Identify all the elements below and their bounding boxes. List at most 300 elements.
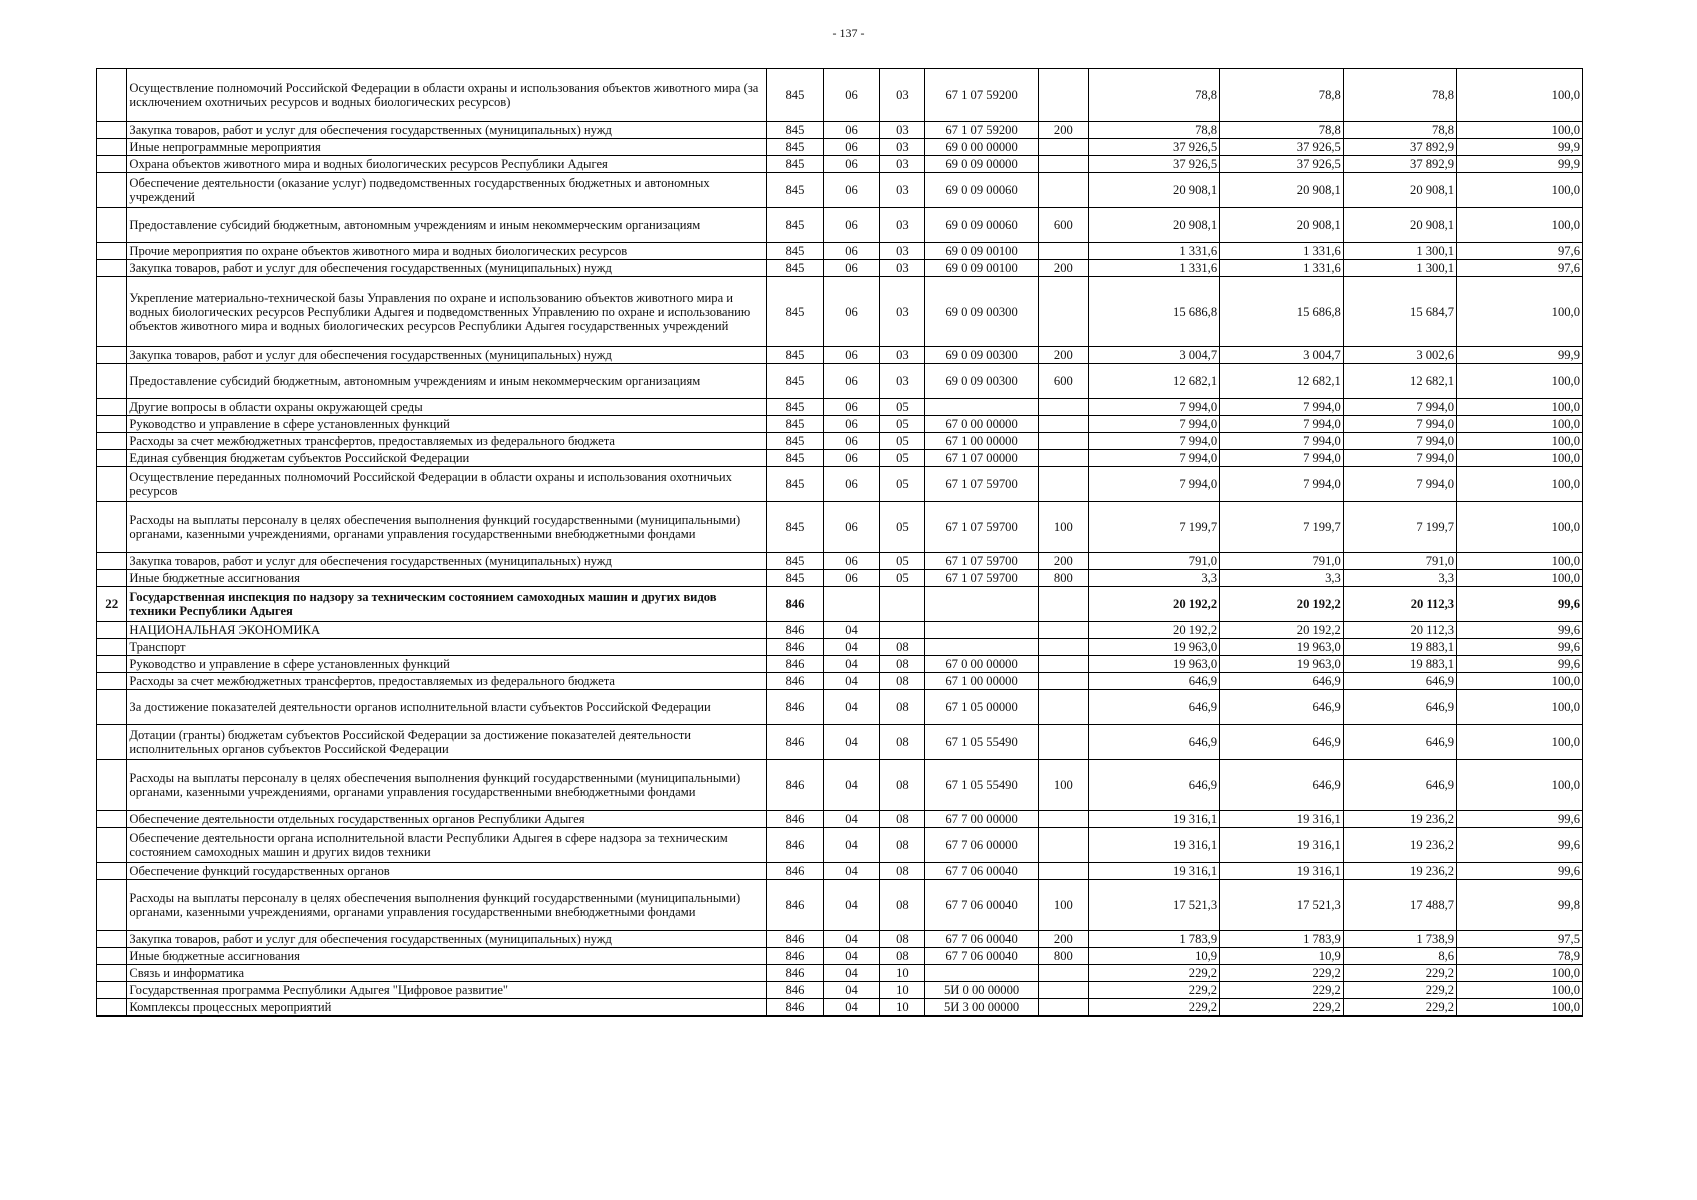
row-approved-value: 20 192,2 (1089, 587, 1220, 622)
row-execution-percent: 100,0 (1457, 999, 1583, 1017)
row-name: Закупка товаров, работ и услуг для обеспечения государственных (муниципальных) нужд (127, 553, 767, 570)
row-expense-type-code (1038, 725, 1088, 760)
row-planned-value: 20 908,1 (1220, 173, 1344, 208)
row-subsection-code: 08 (880, 673, 925, 690)
row-subsection-code: 03 (880, 277, 925, 347)
row-approved-value: 10,9 (1089, 948, 1220, 965)
row-subsection-code: 05 (880, 399, 925, 416)
row-executed-value: 229,2 (1343, 999, 1456, 1017)
row-target-article-code: 67 7 06 00040 (925, 863, 1038, 880)
row-ved-code: 845 (767, 553, 824, 570)
row-number (97, 931, 127, 948)
row-ved-code: 846 (767, 880, 824, 931)
row-planned-value: 7 994,0 (1220, 433, 1344, 450)
table-row (97, 260, 1583, 277)
table-row (97, 502, 1583, 553)
table-row (97, 639, 1583, 656)
row-section-code: 06 (823, 467, 880, 502)
row-name: Расходы на выплаты персоналу в целях обеспечения выполнения функций государственными (муниципальными) органами, казенными учреждениями, органами управления государственными внебюджетными фондами (127, 760, 767, 811)
row-number (97, 948, 127, 965)
row-executed-value: 8,6 (1343, 948, 1456, 965)
row-execution-percent: 100,0 (1457, 173, 1583, 208)
table-row (97, 622, 1583, 639)
row-approved-value: 19 316,1 (1089, 811, 1220, 828)
row-planned-value: 78,8 (1220, 122, 1344, 139)
row-number (97, 69, 127, 122)
row-number (97, 173, 127, 208)
row-number (97, 811, 127, 828)
row-execution-percent: 100,0 (1457, 399, 1583, 416)
row-subsection-code: 05 (880, 502, 925, 553)
row-subsection-code: 08 (880, 880, 925, 931)
row-subsection-code: 03 (880, 139, 925, 156)
row-expense-type-code: 200 (1038, 260, 1088, 277)
row-ved-code: 845 (767, 416, 824, 433)
row-target-article-code: 67 1 07 59700 (925, 502, 1038, 553)
row-section-code: 06 (823, 173, 880, 208)
row-ved-code: 845 (767, 139, 824, 156)
table-row (97, 364, 1583, 399)
budget-table (96, 68, 1583, 1017)
row-section-code: 06 (823, 139, 880, 156)
table-row (97, 587, 1583, 622)
table-row (97, 416, 1583, 433)
row-name: Транспорт (127, 639, 767, 656)
row-planned-value: 1 783,9 (1220, 931, 1344, 948)
row-section-code: 06 (823, 433, 880, 450)
row-section-code: 06 (823, 416, 880, 433)
row-name: Иные бюджетные ассигнования (127, 948, 767, 965)
row-planned-value: 1 331,6 (1220, 243, 1344, 260)
table-row (97, 399, 1583, 416)
row-expense-type-code: 600 (1038, 208, 1088, 243)
row-section-code: 04 (823, 828, 880, 863)
row-planned-value: 646,9 (1220, 760, 1344, 811)
row-target-article-code: 5И 0 00 00000 (925, 982, 1038, 999)
row-planned-value: 7 994,0 (1220, 416, 1344, 433)
row-name: Закупка товаров, работ и услуг для обеспечения государственных (муниципальных) нужд (127, 347, 767, 364)
row-section-code: 04 (823, 639, 880, 656)
row-ved-code: 845 (767, 69, 824, 122)
row-name: Прочие мероприятия по охране объектов животного мира и водных биологических ресурсов (127, 243, 767, 260)
row-expense-type-code (1038, 673, 1088, 690)
row-ved-code: 845 (767, 208, 824, 243)
row-ved-code: 846 (767, 760, 824, 811)
row-planned-value: 17 521,3 (1220, 880, 1344, 931)
table-row (97, 725, 1583, 760)
table-row (97, 433, 1583, 450)
row-execution-percent: 100,0 (1457, 502, 1583, 553)
row-name: Осуществление переданных полномочий Российской Федерации в области охраны и использования охотничьих ресурсов (127, 467, 767, 502)
row-execution-percent: 100,0 (1457, 277, 1583, 347)
row-ved-code: 845 (767, 450, 824, 467)
row-section-code: 04 (823, 931, 880, 948)
row-approved-value: 1 331,6 (1089, 243, 1220, 260)
row-execution-percent: 99,9 (1457, 347, 1583, 364)
table-row (97, 208, 1583, 243)
row-number (97, 965, 127, 982)
table-row (97, 347, 1583, 364)
row-executed-value: 7 199,7 (1343, 502, 1456, 553)
row-approved-value: 19 963,0 (1089, 656, 1220, 673)
row-target-article-code: 69 0 09 00100 (925, 243, 1038, 260)
row-number (97, 433, 127, 450)
row-number (97, 570, 127, 587)
row-subsection-code: 05 (880, 433, 925, 450)
row-expense-type-code: 200 (1038, 553, 1088, 570)
row-name: Предоставление субсидий бюджетным, автономным учреждениям и иным некоммерческим организациям (127, 208, 767, 243)
row-name: НАЦИОНАЛЬНАЯ ЭКОНОМИКА (127, 622, 767, 639)
row-planned-value: 37 926,5 (1220, 139, 1344, 156)
row-number (97, 725, 127, 760)
row-expense-type-code (1038, 811, 1088, 828)
row-expense-type-code (1038, 399, 1088, 416)
row-name: Государственная инспекция по надзору за техническим состоянием самоходных машин и других видов техники Республики Адыгея (127, 587, 767, 622)
row-number: 22 (97, 587, 127, 622)
row-executed-value: 20 112,3 (1343, 622, 1456, 639)
row-ved-code: 845 (767, 156, 824, 173)
row-ved-code: 846 (767, 656, 824, 673)
row-planned-value: 3,3 (1220, 570, 1344, 587)
row-subsection-code: 08 (880, 811, 925, 828)
table-row (97, 673, 1583, 690)
row-name: За достижение показателей деятельности органов исполнительной власти субъектов Российской Федерации (127, 690, 767, 725)
row-subsection-code: 03 (880, 364, 925, 399)
row-execution-percent: 78,9 (1457, 948, 1583, 965)
row-execution-percent: 100,0 (1457, 364, 1583, 399)
row-execution-percent: 100,0 (1457, 553, 1583, 570)
row-execution-percent: 99,6 (1457, 863, 1583, 880)
row-target-article-code: 67 1 05 55490 (925, 725, 1038, 760)
row-executed-value: 7 994,0 (1343, 433, 1456, 450)
row-planned-value: 20 192,2 (1220, 622, 1344, 639)
row-subsection-code: 05 (880, 570, 925, 587)
row-number (97, 690, 127, 725)
row-execution-percent: 99,9 (1457, 139, 1583, 156)
row-subsection-code: 03 (880, 260, 925, 277)
table-row (97, 982, 1583, 999)
row-number (97, 122, 127, 139)
row-target-article-code: 67 1 07 59200 (925, 122, 1038, 139)
row-executed-value: 78,8 (1343, 122, 1456, 139)
row-section-code: 04 (823, 982, 880, 999)
row-subsection-code (880, 622, 925, 639)
row-name: Государственная программа Республики Адыгея "Цифровое развитие" (127, 982, 767, 999)
row-approved-value: 7 994,0 (1089, 450, 1220, 467)
row-execution-percent: 99,6 (1457, 639, 1583, 656)
row-ved-code: 846 (767, 828, 824, 863)
row-name: Расходы на выплаты персоналу в целях обеспечения выполнения функций государственными (муниципальными) органами, казенными учреждениями, органами управления государственными внебюджетными фондами (127, 502, 767, 553)
row-expense-type-code (1038, 587, 1088, 622)
row-name: Единая субвенция бюджетам субъектов Российской Федерации (127, 450, 767, 467)
row-execution-percent: 97,6 (1457, 243, 1583, 260)
row-ved-code: 845 (767, 122, 824, 139)
row-expense-type-code (1038, 277, 1088, 347)
row-name: Обеспечение деятельности отдельных государственных органов Республики Адыгея (127, 811, 767, 828)
row-expense-type-code (1038, 622, 1088, 639)
row-name: Обеспечение деятельности органа исполнительной власти Республики Адыгея в сфере надзора за техническим состоянием самоходных машин и других видов техники (127, 828, 767, 863)
row-approved-value: 229,2 (1089, 965, 1220, 982)
row-section-code: 04 (823, 880, 880, 931)
row-expense-type-code (1038, 965, 1088, 982)
row-executed-value: 7 994,0 (1343, 450, 1456, 467)
table-row (97, 173, 1583, 208)
row-ved-code: 846 (767, 999, 824, 1017)
row-number (97, 622, 127, 639)
row-approved-value: 37 926,5 (1089, 139, 1220, 156)
table-row (97, 760, 1583, 811)
row-section-code: 06 (823, 156, 880, 173)
row-expense-type-code (1038, 863, 1088, 880)
row-expense-type-code (1038, 243, 1088, 260)
row-planned-value: 19 963,0 (1220, 639, 1344, 656)
row-planned-value: 7 199,7 (1220, 502, 1344, 553)
row-section-code: 06 (823, 570, 880, 587)
row-approved-value: 3,3 (1089, 570, 1220, 587)
table-row (97, 570, 1583, 587)
row-execution-percent: 100,0 (1457, 690, 1583, 725)
row-approved-value: 7 994,0 (1089, 399, 1220, 416)
row-planned-value: 646,9 (1220, 725, 1344, 760)
row-executed-value: 646,9 (1343, 760, 1456, 811)
row-expense-type-code (1038, 690, 1088, 725)
row-planned-value: 20 192,2 (1220, 587, 1344, 622)
row-expense-type-code (1038, 982, 1088, 999)
row-target-article-code: 69 0 09 00300 (925, 364, 1038, 399)
table-row (97, 880, 1583, 931)
row-subsection-code: 08 (880, 828, 925, 863)
row-subsection-code: 08 (880, 863, 925, 880)
row-approved-value: 19 316,1 (1089, 863, 1220, 880)
row-number (97, 399, 127, 416)
row-expense-type-code (1038, 656, 1088, 673)
row-target-article-code: 5И 3 00 00000 (925, 999, 1038, 1017)
row-name: Иные бюджетные ассигнования (127, 570, 767, 587)
row-section-code: 06 (823, 69, 880, 122)
row-number (97, 863, 127, 880)
row-execution-percent: 97,5 (1457, 931, 1583, 948)
row-executed-value: 646,9 (1343, 725, 1456, 760)
table-row (97, 69, 1583, 122)
row-section-code: 06 (823, 553, 880, 570)
row-approved-value: 646,9 (1089, 673, 1220, 690)
row-target-article-code: 67 7 06 00040 (925, 948, 1038, 965)
row-ved-code: 846 (767, 982, 824, 999)
row-number (97, 639, 127, 656)
row-name: Закупка товаров, работ и услуг для обеспечения государственных (муниципальных) нужд (127, 260, 767, 277)
row-approved-value: 12 682,1 (1089, 364, 1220, 399)
row-planned-value: 19 963,0 (1220, 656, 1344, 673)
row-expense-type-code: 800 (1038, 570, 1088, 587)
row-planned-value: 7 994,0 (1220, 467, 1344, 502)
row-target-article-code: 67 7 06 00000 (925, 828, 1038, 863)
row-executed-value: 3 002,6 (1343, 347, 1456, 364)
row-execution-percent: 100,0 (1457, 69, 1583, 122)
row-expense-type-code (1038, 433, 1088, 450)
row-execution-percent: 100,0 (1457, 673, 1583, 690)
row-target-article-code: 69 0 09 00100 (925, 260, 1038, 277)
row-name: Осуществление полномочий Российской Федерации в области охраны и использования объектов животного мира (за исключением охотничьих ресурсов и водных биологических ресурсов) (127, 69, 767, 122)
row-approved-value: 7 994,0 (1089, 467, 1220, 502)
row-name: Охрана объектов животного мира и водных биологических ресурсов Республики Адыгея (127, 156, 767, 173)
row-target-article-code (925, 639, 1038, 656)
row-approved-value: 20 908,1 (1089, 173, 1220, 208)
row-approved-value: 19 963,0 (1089, 639, 1220, 656)
row-ved-code: 846 (767, 690, 824, 725)
row-target-article-code: 69 0 09 00300 (925, 277, 1038, 347)
row-subsection-code: 03 (880, 173, 925, 208)
row-target-article-code (925, 965, 1038, 982)
row-name: Дотации (гранты) бюджетам субъектов Российской Федерации за достижение показателей деятельности исполнительных органов субъектов Российской Федерации (127, 725, 767, 760)
row-planned-value: 646,9 (1220, 673, 1344, 690)
row-subsection-code: 08 (880, 760, 925, 811)
row-subsection-code: 03 (880, 243, 925, 260)
row-approved-value: 17 521,3 (1089, 880, 1220, 931)
row-ved-code: 845 (767, 502, 824, 553)
row-executed-value: 1 738,9 (1343, 931, 1456, 948)
row-ved-code: 845 (767, 399, 824, 416)
row-number (97, 364, 127, 399)
row-execution-percent: 99,6 (1457, 622, 1583, 639)
row-ved-code: 845 (767, 277, 824, 347)
row-number (97, 260, 127, 277)
row-section-code: 04 (823, 999, 880, 1017)
row-ved-code: 845 (767, 347, 824, 364)
row-number (97, 999, 127, 1017)
row-planned-value: 1 331,6 (1220, 260, 1344, 277)
row-expense-type-code (1038, 450, 1088, 467)
row-section-code: 04 (823, 965, 880, 982)
row-ved-code: 845 (767, 467, 824, 502)
row-executed-value: 229,2 (1343, 982, 1456, 999)
row-ved-code: 846 (767, 863, 824, 880)
row-subsection-code: 05 (880, 416, 925, 433)
row-planned-value: 19 316,1 (1220, 828, 1344, 863)
row-subsection-code: 03 (880, 69, 925, 122)
row-ved-code: 846 (767, 725, 824, 760)
row-execution-percent: 100,0 (1457, 982, 1583, 999)
row-subsection-code: 08 (880, 931, 925, 948)
row-planned-value: 229,2 (1220, 965, 1344, 982)
row-planned-value: 229,2 (1220, 999, 1344, 1017)
row-name: Расходы на выплаты персоналу в целях обеспечения выполнения функций государственными (муниципальными) органами, казенными учреждениями, органами управления государственными внебюджетными фондами (127, 880, 767, 931)
row-target-article-code: 67 1 05 00000 (925, 690, 1038, 725)
row-executed-value: 791,0 (1343, 553, 1456, 570)
row-target-article-code: 67 1 07 59700 (925, 553, 1038, 570)
row-target-article-code: 67 1 07 59700 (925, 570, 1038, 587)
row-planned-value: 229,2 (1220, 982, 1344, 999)
row-ved-code: 846 (767, 673, 824, 690)
row-approved-value: 791,0 (1089, 553, 1220, 570)
row-executed-value: 19 883,1 (1343, 656, 1456, 673)
row-target-article-code: 69 0 00 00000 (925, 139, 1038, 156)
row-executed-value: 3,3 (1343, 570, 1456, 587)
row-execution-percent: 100,0 (1457, 760, 1583, 811)
row-target-article-code (925, 587, 1038, 622)
row-number (97, 502, 127, 553)
row-subsection-code: 03 (880, 347, 925, 364)
row-approved-value: 19 316,1 (1089, 828, 1220, 863)
row-executed-value: 20 112,3 (1343, 587, 1456, 622)
row-section-code: 06 (823, 364, 880, 399)
table-row (97, 690, 1583, 725)
row-executed-value: 229,2 (1343, 965, 1456, 982)
row-number (97, 673, 127, 690)
row-ved-code: 846 (767, 587, 824, 622)
row-execution-percent: 99,6 (1457, 828, 1583, 863)
row-subsection-code: 03 (880, 122, 925, 139)
row-target-article-code: 67 7 00 00000 (925, 811, 1038, 828)
row-number (97, 139, 127, 156)
row-name: Руководство и управление в сфере установленных функций (127, 656, 767, 673)
row-number (97, 467, 127, 502)
row-execution-percent: 100,0 (1457, 965, 1583, 982)
table-row (97, 863, 1583, 880)
row-ved-code: 846 (767, 639, 824, 656)
row-executed-value: 646,9 (1343, 690, 1456, 725)
table-row (97, 948, 1583, 965)
row-expense-type-code (1038, 69, 1088, 122)
row-name: Обеспечение деятельности (оказание услуг) подведомственных государственных бюджетных и автономных учреждений (127, 173, 767, 208)
row-planned-value: 78,8 (1220, 69, 1344, 122)
row-ved-code: 845 (767, 364, 824, 399)
row-section-code: 04 (823, 622, 880, 639)
row-section-code: 04 (823, 863, 880, 880)
table-row (97, 277, 1583, 347)
row-number (97, 208, 127, 243)
row-number (97, 243, 127, 260)
row-executed-value: 20 908,1 (1343, 173, 1456, 208)
row-name: Комплексы процессных мероприятий (127, 999, 767, 1017)
table-row (97, 139, 1583, 156)
row-number (97, 656, 127, 673)
row-section-code: 04 (823, 760, 880, 811)
row-target-article-code: 67 0 00 00000 (925, 416, 1038, 433)
row-subsection-code: 08 (880, 639, 925, 656)
row-planned-value: 646,9 (1220, 690, 1344, 725)
row-planned-value: 7 994,0 (1220, 450, 1344, 467)
table-row (97, 999, 1583, 1017)
page-number: - 137 - (832, 26, 865, 40)
row-ved-code: 846 (767, 811, 824, 828)
row-subsection-code: 08 (880, 725, 925, 760)
row-section-code (823, 587, 880, 622)
row-target-article-code: 67 0 00 00000 (925, 656, 1038, 673)
row-number (97, 450, 127, 467)
row-section-code: 04 (823, 811, 880, 828)
row-section-code: 04 (823, 725, 880, 760)
row-expense-type-code (1038, 416, 1088, 433)
row-execution-percent: 97,6 (1457, 260, 1583, 277)
table-row (97, 656, 1583, 673)
row-expense-type-code: 200 (1038, 122, 1088, 139)
row-execution-percent: 100,0 (1457, 122, 1583, 139)
row-execution-percent: 100,0 (1457, 467, 1583, 502)
row-approved-value: 15 686,8 (1089, 277, 1220, 347)
row-execution-percent: 99,6 (1457, 656, 1583, 673)
table-row (97, 122, 1583, 139)
row-subsection-code: 05 (880, 553, 925, 570)
row-approved-value: 229,2 (1089, 982, 1220, 999)
row-section-code: 04 (823, 948, 880, 965)
row-expense-type-code (1038, 139, 1088, 156)
row-expense-type-code: 600 (1038, 364, 1088, 399)
row-target-article-code: 67 1 07 59700 (925, 467, 1038, 502)
row-section-code: 06 (823, 208, 880, 243)
row-section-code: 06 (823, 122, 880, 139)
row-executed-value: 7 994,0 (1343, 467, 1456, 502)
row-name: Закупка товаров, работ и услуг для обеспечения государственных (муниципальных) нужд (127, 122, 767, 139)
